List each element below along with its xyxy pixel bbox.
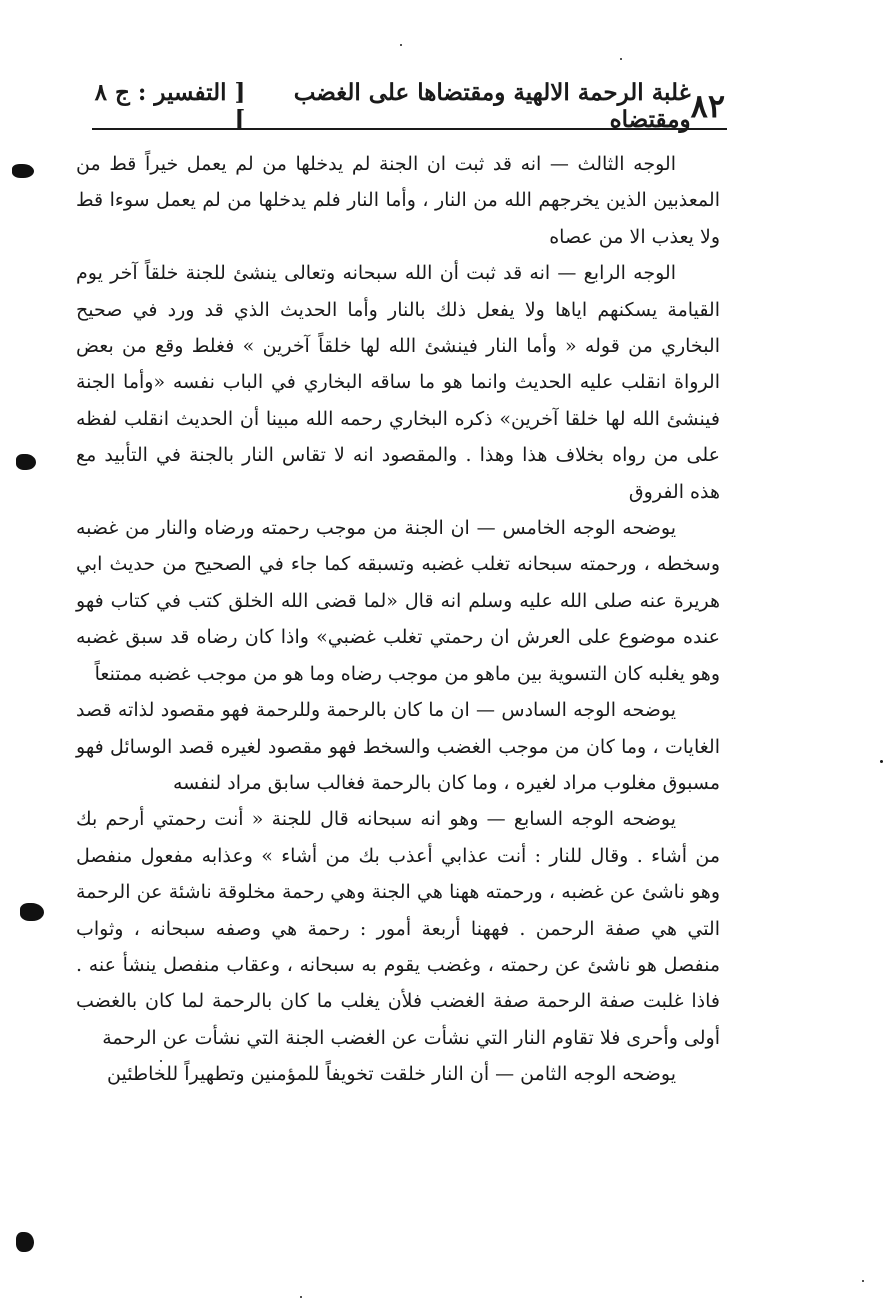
scan-speck <box>160 1060 162 1062</box>
scan-mark <box>12 164 34 178</box>
section-label: [ التفسير : ج ٨ ] <box>94 79 246 133</box>
page-number: ٨٢ <box>690 87 725 125</box>
scan-speck <box>300 1296 302 1298</box>
scan-speck <box>880 760 883 763</box>
scan-speck <box>620 58 622 60</box>
page-header <box>90 79 725 133</box>
paragraph-8: يوضحه الوجه الثامن — أن النار خلقت تخويفاً للمؤمنين وتطهيراً للخاطئين <box>107 1063 676 1086</box>
scan-speck <box>862 1280 864 1282</box>
paragraph-3: الوجه الثالث — انه قد ثبت ان الجنة لم يدخلها من لم يعمل خيراً قط من المعذبين الذين يخرجهم الله من النار ، وأما النار فلم يدخلها من لم يعمل سوءا قط ولا يعذب الا من عصاه <box>76 153 720 248</box>
paragraph-7: يوضحه الوجه السابع — وهو انه سبحانه قال للجنة « أنت رحمتي أرحم بك من أشاء . وقال للنار : أنت عذابي أعذب بك من أشاء » وعذابه مفعول منفصل وهو ناشئ عن غضبه ، ورحمته ههنا هي الجنة وهي رحمة مخلوقة ناشئة عن الرحمة التي هي صفة الرحمن . فههنا أربعة أمور : رحمة هي وصفه سبحانه ، وثواب منفصل هو ناشئ عن رحمته ، وغضب يقوم به سبحانه ، وعقاب منفصل ينشأ عنه . فاذا غلبت صفة الرحمة صفة الغضب فلأن يغلب ما كان بالرحمة لما كان بالغضب أولى وأحرى فلا تقاوم النار التي نشأت عن الغضب الجنة التي نشأت عن الرحمة <box>76 808 720 1049</box>
scan-mark <box>20 903 44 921</box>
paragraph-4: الوجه الرابع — انه قد ثبت أن الله سبحانه وتعالى ينشئ للجنة خلقاً آخر يوم القيامة يسكنهم اياها ولا يفعل ذلك بالنار وأما الحديث الذي قد ورد في صحيح البخاري من قوله « وأما النار فينشئ الله لها خلقاً آخرين » فغلط وقع من بعض الرواة انقلب عليه الحديث وانما هو ما ساقه البخاري في الباب نفسه «وأما الجنة فينشئ الله لها خلقا آخرين» ذكره البخاري رحمه الله مبينا أن الحديث انقلب لفظه على من رواه بخلاف هذا وهذا . والمقصود انه لا تقاس النار بالجنة في التأبيد مع هذه الفروق <box>76 262 720 503</box>
paragraph-5: يوضحه الوجه الخامس — ان الجنة من موجب رحمته ورضاه والنار من غضبه وسخطه ، ورحمته سبحانه تغلب غضبه وتسبقه كما جاء في الصحيح من حديث ابي هريرة عنه صلى الله عليه وسلم انه قال «لما قضى الله الخلق كتب في كتاب فهو عنده موضوع على العرش ان رحمتي تغلب غضبي» واذا كان رضاه قد سبق غضبه وهو يغلبه كان التسوية بين ماهو من موجب رضاه وما هو من موجب غضبه ممتنعاً <box>76 517 720 685</box>
running-title: غلبة الرحمة الالهية ومقتضاها على الغضب ومقتضاه <box>293 79 691 133</box>
scan-mark <box>16 1232 34 1252</box>
scan-speck <box>400 44 402 46</box>
body-text <box>76 146 720 1093</box>
scan-mark <box>16 454 36 470</box>
header-rule <box>92 128 727 130</box>
paragraph-6: يوضحه الوجه السادس — ان ما كان بالرحمة وللرحمة فهو مقصود لذاته قصد الغايات ، وما كان من موجب الغضب والسخط فهو مقصود لغيره قصد الوسائل فهو مسبوق مغلوب مراد لغيره ، وما كان بالرحمة فغالب سابق مراد لنفسه <box>76 699 720 794</box>
